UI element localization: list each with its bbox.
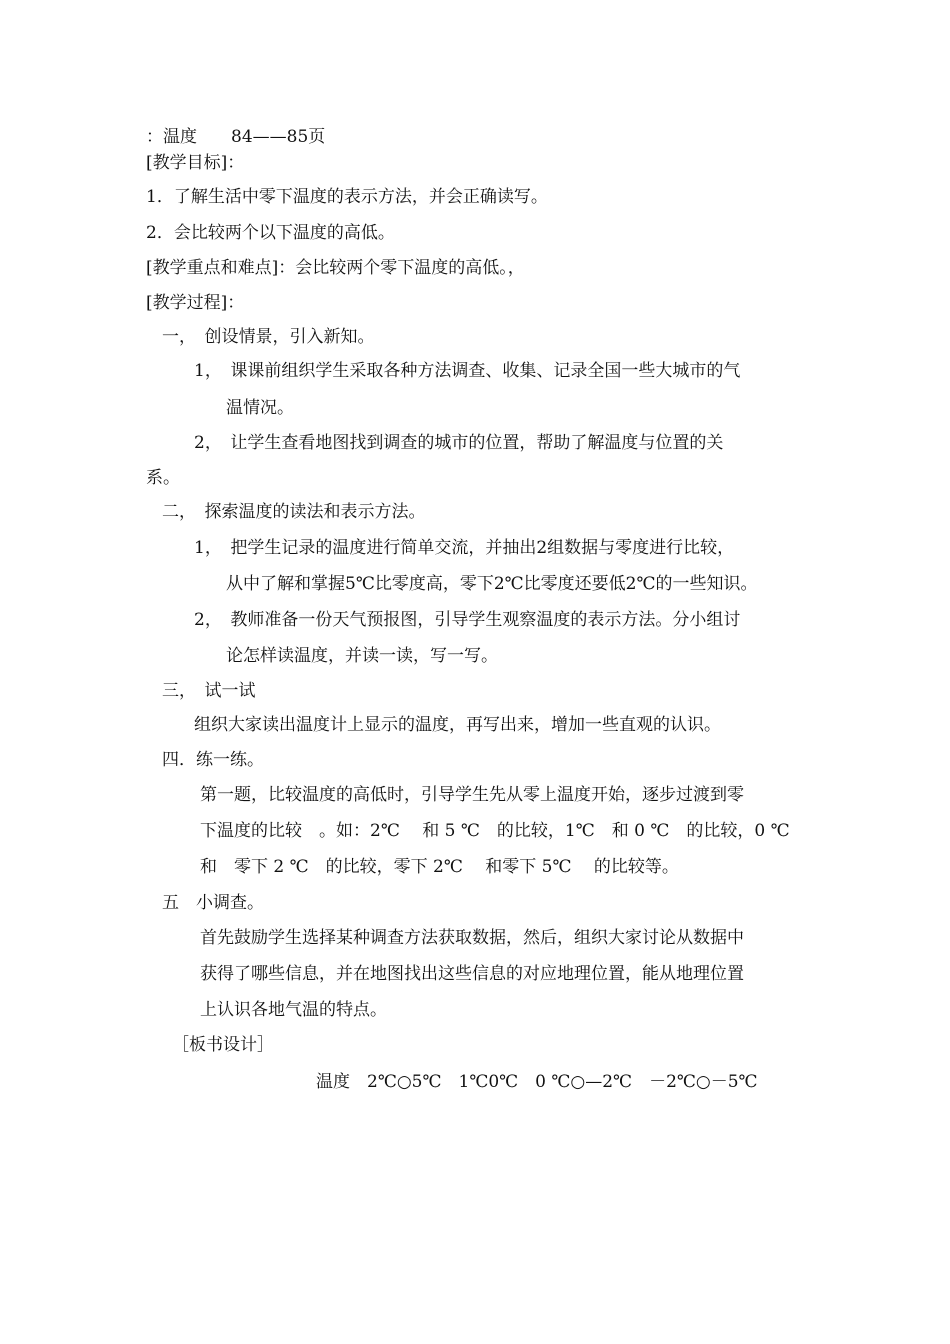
section-2-item-1-line-2: 从中了解和掌握5℃比零度高，零下2℃比零度还要低2℃的一些知识。 <box>226 574 758 594</box>
board-design-content: 温度 2℃○5℃ 1℃0℃ 0 ℃○—2℃ －2℃○－5℃ <box>316 1072 758 1092</box>
section-4-text-line-1: 第一题，比较温度的高低时，引导学生先从零上温度开始，逐步过渡到零 <box>200 785 744 805</box>
section-1-item-1-line-2: 温情况。 <box>226 398 294 418</box>
section-4-text-line-2: 下温度的比较 。如：2℃ 和 5 ℃ 的比较，1℃ 和 0 ℃ 的比较，0 ℃ <box>200 821 790 841</box>
section-5-text-line-2: 获得了哪些信息，并在地图找出这些信息的对应地理位置，能从地理位置 <box>200 964 744 984</box>
board-design-heading: ［板书设计］ <box>172 1035 274 1055</box>
section-1-item-1-line-1: 1， 课课前组织学生采取各种方法调查、收集、记录全国一些大城市的气 <box>194 361 741 381</box>
section-3-heading: 三， 试一试 <box>162 681 256 701</box>
goal-2: 2．会比较两个以下温度的高低。 <box>146 223 395 243</box>
section-1-item-2-line-1: 2， 让学生查看地图找到调查的城市的位置，帮助了解温度与位置的关 <box>194 433 724 453</box>
section-5-text-line-3: 上认识各地气温的特点。 <box>200 1000 387 1020</box>
section-3-text: 组织大家读出温度计上显示的温度，再写出来，增加一些直观的认识。 <box>194 715 721 735</box>
section-1-item-2-line-2: 系。 <box>146 468 180 488</box>
section-1-heading: 一， 创设情景，引入新知。 <box>162 327 375 347</box>
section-5-text-line-1: 首先鼓励学生选择某种调查方法获取数据，然后，组织大家讨论从数据中 <box>200 928 744 948</box>
goal-1: 1．了解生活中零下温度的表示方法，并会正确读写。 <box>146 187 548 207</box>
process-heading: [教学过程]： <box>146 293 245 313</box>
key-points: [教学重点和难点]：会比较两个零下温度的高低。， <box>146 258 525 278</box>
section-2-item-2-line-2: 论怎样读温度，并读一读，写一写。 <box>226 646 498 666</box>
lesson-title: ：温度 84——85页 <box>146 127 326 147</box>
section-5-heading: 五 小调查。 <box>162 893 264 913</box>
section-2-heading: 二， 探索温度的读法和表示方法。 <box>162 502 426 522</box>
section-4-text-line-3: 和 零下 2 ℃ 的比较，零下 2℃ 和零下 5℃ 的比较等。 <box>200 857 679 877</box>
goals-heading: [教学目标]： <box>146 153 245 173</box>
section-2-item-2-line-1: 2， 教师准备一份天气预报图，引导学生观察温度的表示方法。分小组讨 <box>194 610 741 630</box>
section-4-heading: 四．练一练。 <box>162 750 264 770</box>
section-2-item-1-line-1: 1， 把学生记录的温度进行简单交流，并抽出2组数据与零度进行比较， <box>194 538 735 558</box>
